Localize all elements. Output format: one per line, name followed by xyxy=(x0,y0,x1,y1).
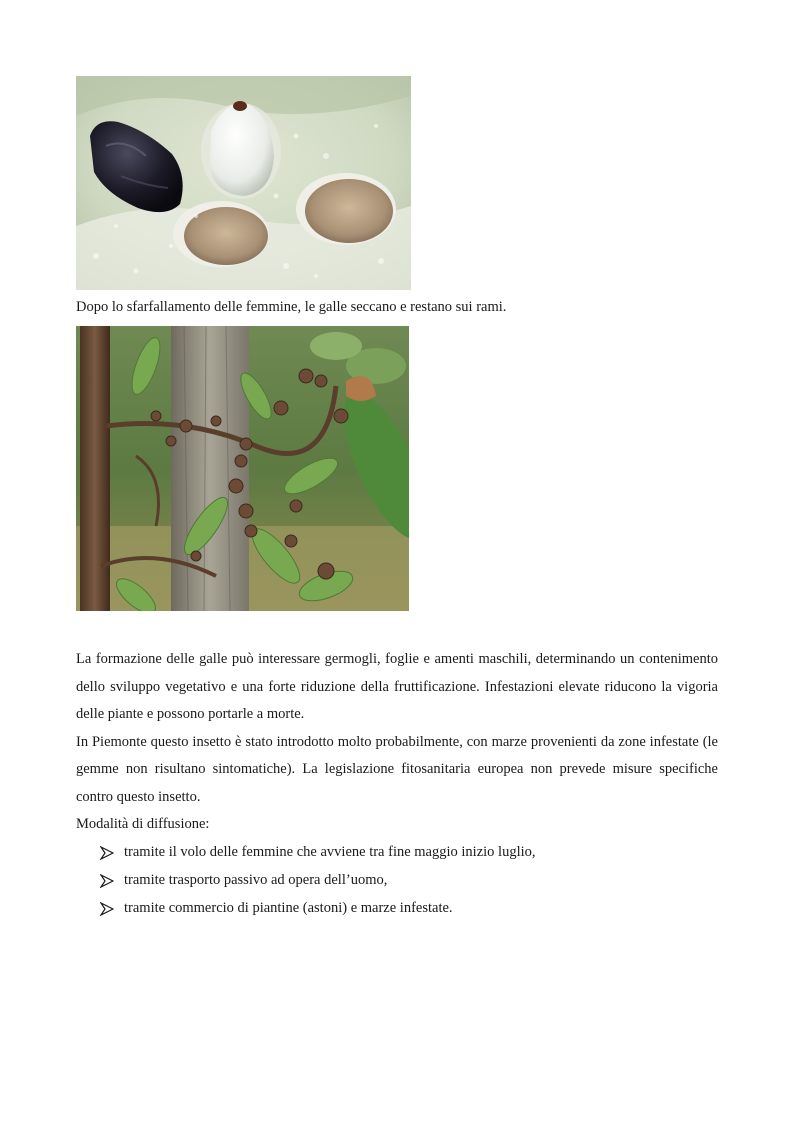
gall-cross-section-photo xyxy=(76,76,411,290)
diffusion-list xyxy=(76,839,718,923)
paragraph-introduction-piemonte: In Piemonte questo insetto è stato introdotto molto probabilmente, con marze provenienti da zone infestate (le gemme non risultano sintomatiche). La legislazione fitosanitaria europea non prevede misure specifiche contro questo insetto. xyxy=(76,733,718,805)
paragraph-gall-effects: La formazione delle galle può interessare germogli, foglie e amenti maschili, determinando un contenimento dello sviluppo vegetativo e una forte riduzione della fruttificazione. Infestazioni elevate riducono la vigoria delle piante e possono portarle a morte. xyxy=(76,651,718,722)
list-item-text: tramite il volo delle femmine che avviene tra fine maggio inizio luglio, xyxy=(124,843,536,860)
list-item xyxy=(100,895,718,923)
list-item xyxy=(100,839,718,867)
list-item-text: tramite commercio di piantine (astoni) e marze infestate. xyxy=(124,899,453,916)
diffusion-title: Modalità di diffusione: xyxy=(76,816,210,832)
photo-caption: Dopo lo sfarfallamento delle femmine, le galle seccano e restano sui rami. xyxy=(76,299,507,315)
list-item xyxy=(100,867,718,895)
list-item-text: tramite trasporto passivo ad opera dell’uomo, xyxy=(124,871,388,888)
main-text xyxy=(76,646,718,923)
arrowhead-bullet-icon xyxy=(100,846,114,860)
arrowhead-bullet-icon xyxy=(100,902,114,916)
chestnut-branch-dry-galls-photo xyxy=(76,326,409,611)
arrowhead-bullet-icon xyxy=(100,874,114,888)
